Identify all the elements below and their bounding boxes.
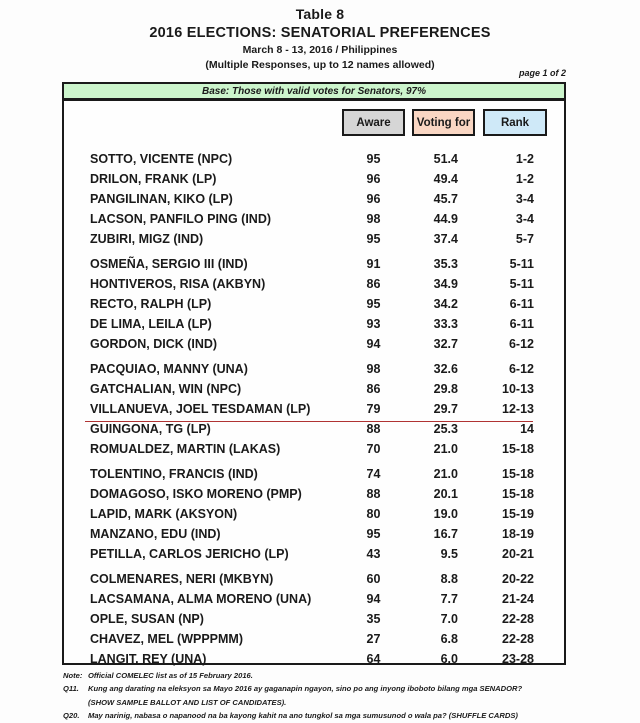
footnote-text: May narinig, nabasa o napanood na ba kayong kahit na ano tungkol sa mga sumusunod o wala pa? (SHUFFLE CARDS) [88, 711, 518, 721]
footnote-label: Note: [63, 671, 83, 680]
aware-value: 70 [366, 441, 381, 456]
candidate-row [64, 169, 564, 189]
candidate-group [64, 149, 564, 249]
candidate-row [64, 229, 564, 249]
candidate-name: LACSAMANA, ALMA MORENO (UNA) [90, 591, 312, 606]
rank-value: 10-13 [502, 381, 534, 396]
voting-for-value: 21.0 [433, 441, 458, 456]
rank-value: 1-2 [515, 171, 534, 186]
table-number: Table 8 [295, 6, 345, 22]
rank-value: 5-11 [509, 276, 534, 291]
rank-value: 20-22 [502, 571, 534, 586]
voting-for-value: 8.8 [440, 571, 458, 586]
rank-value: 15-18 [502, 466, 534, 481]
aware-value: 80 [366, 506, 381, 521]
column-header-rank: Rank [483, 109, 547, 136]
candidate-row [64, 294, 564, 314]
aware-value: 35 [366, 611, 381, 626]
aware-value: 93 [366, 316, 381, 331]
aware-value: 88 [366, 421, 381, 436]
candidate-row [64, 274, 564, 294]
voting-for-value: 37.4 [433, 231, 458, 246]
base-statement-text: Base: Those with valid votes for Senators, 97% [202, 85, 426, 97]
voting-for-value: 19.0 [433, 506, 458, 521]
rank-value: 6-12 [508, 361, 534, 376]
candidate-row [64, 629, 564, 649]
candidate-name: CHAVEZ, MEL (WPPPMM) [90, 631, 244, 646]
rank-value: 15-18 [502, 441, 534, 456]
footnote-line [63, 669, 603, 682]
candidate-row [64, 504, 564, 524]
candidate-row [64, 359, 564, 379]
footnote-text: (SHOW SAMPLE BALLOT AND LIST OF CANDIDATES). [88, 697, 287, 707]
candidate-name: PETILLA, CARLOS JERICHO (LP) [90, 546, 289, 561]
voting-for-value: 7.0 [440, 611, 458, 626]
voting-for-value: 32.6 [433, 361, 458, 376]
column-header-aware: Aware [342, 109, 405, 136]
candidate-name: PANGILINAN, KIKO (LP) [90, 191, 233, 206]
aware-value: 43 [366, 546, 381, 561]
aware-value: 95 [366, 526, 381, 541]
rank-value: 14 [520, 421, 534, 436]
voting-for-value: 25.3 [433, 421, 458, 436]
aware-value: 64 [366, 651, 381, 666]
survey-subtitle: (Multiple Responses, up to 12 names allowed) [205, 59, 435, 71]
candidate-row [64, 649, 564, 669]
candidate-name: LACSON, PANFILO PING (IND) [90, 211, 272, 226]
page-number-label: page 1 of 2 [518, 68, 566, 78]
aware-value: 98 [366, 361, 381, 376]
voting-for-value: 32.7 [433, 336, 458, 351]
candidate-row [64, 314, 564, 334]
aware-value: 86 [366, 276, 381, 291]
candidate-row [64, 189, 564, 209]
rank-value: 20-21 [502, 546, 534, 561]
page-title: 2016 ELECTIONS: SENATORIAL PREFERENCES [149, 25, 491, 41]
voting-for-value: 34.9 [433, 276, 458, 291]
aware-value: 95 [366, 151, 381, 166]
rank-value: 23-28 [502, 651, 534, 666]
aware-value: 95 [366, 231, 381, 246]
rank-value: 6-12 [508, 336, 534, 351]
footnote-line [63, 696, 603, 709]
aware-value: 91 [366, 256, 381, 271]
aware-value: 27 [366, 631, 381, 646]
rank-value: 3-4 [515, 211, 534, 226]
voting-for-value: 7.7 [440, 591, 458, 606]
candidate-row [64, 484, 564, 504]
candidate-row [64, 254, 564, 274]
voting-for-value: 21.0 [433, 466, 458, 481]
aware-value: 86 [366, 381, 381, 396]
voting-for-value: 6.0 [440, 651, 458, 666]
candidate-name: GATCHALIAN, WIN (NPC) [90, 381, 242, 396]
candidate-name: ROMUALDEZ, MARTIN (LAKAS) [90, 441, 281, 456]
candidate-row [64, 419, 564, 439]
aware-value: 94 [366, 336, 381, 351]
voting-for-value: 35.3 [433, 256, 458, 271]
survey-date: March 8 - 13, 2016 / Philippines [242, 44, 398, 56]
aware-value: 96 [366, 171, 381, 186]
candidate-name: SOTTO, VICENTE (NPC) [90, 151, 233, 166]
candidate-name: LANGIT, REY (UNA) [90, 651, 207, 666]
base-statement-bar [62, 82, 566, 100]
footnote-label: Q11. [63, 684, 79, 694]
candidate-row [64, 209, 564, 229]
candidate-name: DE LIMA, LEILA (LP) [90, 316, 212, 331]
voting-for-value: 9.5 [440, 546, 458, 561]
aware-value: 79 [366, 401, 381, 416]
footnote-line [63, 709, 603, 722]
voting-for-value: 20.1 [433, 486, 458, 501]
candidate-name: HONTIVEROS, RISA (AKBYN) [90, 276, 266, 291]
voting-for-value: 34.2 [433, 296, 458, 311]
voting-for-value: 29.7 [433, 401, 458, 416]
footnote-label: Q20. [63, 711, 80, 721]
candidate-row [64, 609, 564, 629]
rank-value: 22-28 [502, 631, 534, 646]
rank-value: 5-11 [509, 256, 534, 271]
voting-for-value: 51.4 [433, 151, 458, 166]
candidate-row [64, 334, 564, 354]
voting-for-value: 45.7 [433, 191, 458, 206]
aware-value: 98 [366, 211, 381, 226]
candidate-row [64, 464, 564, 484]
aware-value: 96 [366, 191, 381, 206]
footnote-text: Kung ang darating na eleksyon sa Mayo 2016 ay gaganapin ngayon, sino po ang inyong iboboto bilang mga SENADOR? [88, 684, 523, 694]
page-header [0, 6, 640, 71]
candidate-name: DRILON, FRANK (LP) [90, 171, 217, 186]
voting-for-value: 33.3 [433, 316, 458, 331]
candidate-name: MANZANO, EDU (IND) [90, 526, 221, 541]
candidate-name: GUINGONA, TG (LP) [90, 421, 211, 436]
aware-value: 94 [366, 591, 381, 606]
candidate-name: ZUBIRI, MIGZ (IND) [90, 231, 204, 246]
footnotes [63, 669, 603, 723]
candidate-row [64, 149, 564, 169]
candidate-row [64, 589, 564, 609]
rank-value: 6-11 [509, 296, 534, 311]
rank-value: 5-7 [515, 231, 534, 246]
candidate-group [64, 464, 564, 564]
candidate-name: OSMEÑA, SERGIO III (IND) [90, 256, 248, 271]
rank-value: 21-24 [502, 591, 534, 606]
candidate-name: COLMENARES, NERI (MKBYN) [90, 571, 274, 586]
candidate-group [64, 569, 564, 669]
voting-for-value: 6.8 [440, 631, 458, 646]
rank-value: 12-13 [502, 401, 534, 416]
column-header-voting-for: Voting for [412, 109, 475, 136]
rank-value: 15-19 [502, 506, 534, 521]
candidate-row [64, 524, 564, 544]
voting-for-value: 29.8 [433, 381, 458, 396]
candidate-name: DOMAGOSO, ISKO MORENO (PMP) [90, 486, 302, 501]
rank-value: 15-18 [502, 486, 534, 501]
voting-for-value: 16.7 [433, 526, 458, 541]
candidate-name: RECTO, RALPH (LP) [90, 296, 212, 311]
candidate-row-cutoff [64, 399, 564, 419]
candidate-group [64, 359, 564, 459]
rank-value: 6-11 [509, 316, 534, 331]
column-header-row [64, 109, 564, 136]
preferences-table [62, 99, 566, 665]
aware-value: 60 [366, 571, 381, 586]
rank-value: 18-19 [502, 526, 534, 541]
rank-value: 1-2 [515, 151, 534, 166]
candidate-name: TOLENTINO, FRANCIS (IND) [90, 466, 258, 481]
aware-value: 95 [366, 296, 381, 311]
candidate-row [64, 569, 564, 589]
candidate-group [64, 254, 564, 354]
footnote-line [63, 682, 603, 695]
candidate-name: OPLE, SUSAN (NP) [90, 611, 204, 626]
table-rows [64, 149, 564, 669]
footnote-text: Official COMELEC list as of 15 February 2016. [88, 671, 253, 680]
voting-for-value: 44.9 [433, 211, 458, 226]
candidate-name: VILLANUEVA, JOEL TESDAMAN (LP) [90, 401, 311, 416]
candidate-row [64, 439, 564, 459]
aware-value: 74 [366, 466, 381, 481]
candidate-name: GORDON, DICK (IND) [90, 336, 218, 351]
candidate-name: PACQUIAO, MANNY (UNA) [90, 361, 248, 376]
aware-value: 88 [366, 486, 381, 501]
candidate-name: LAPID, MARK (AKSYON) [90, 506, 238, 521]
rank-value: 3-4 [515, 191, 534, 206]
rank-value: 22-28 [502, 611, 534, 626]
candidate-row [64, 379, 564, 399]
voting-for-value: 49.4 [433, 171, 458, 186]
candidate-row [64, 544, 564, 564]
